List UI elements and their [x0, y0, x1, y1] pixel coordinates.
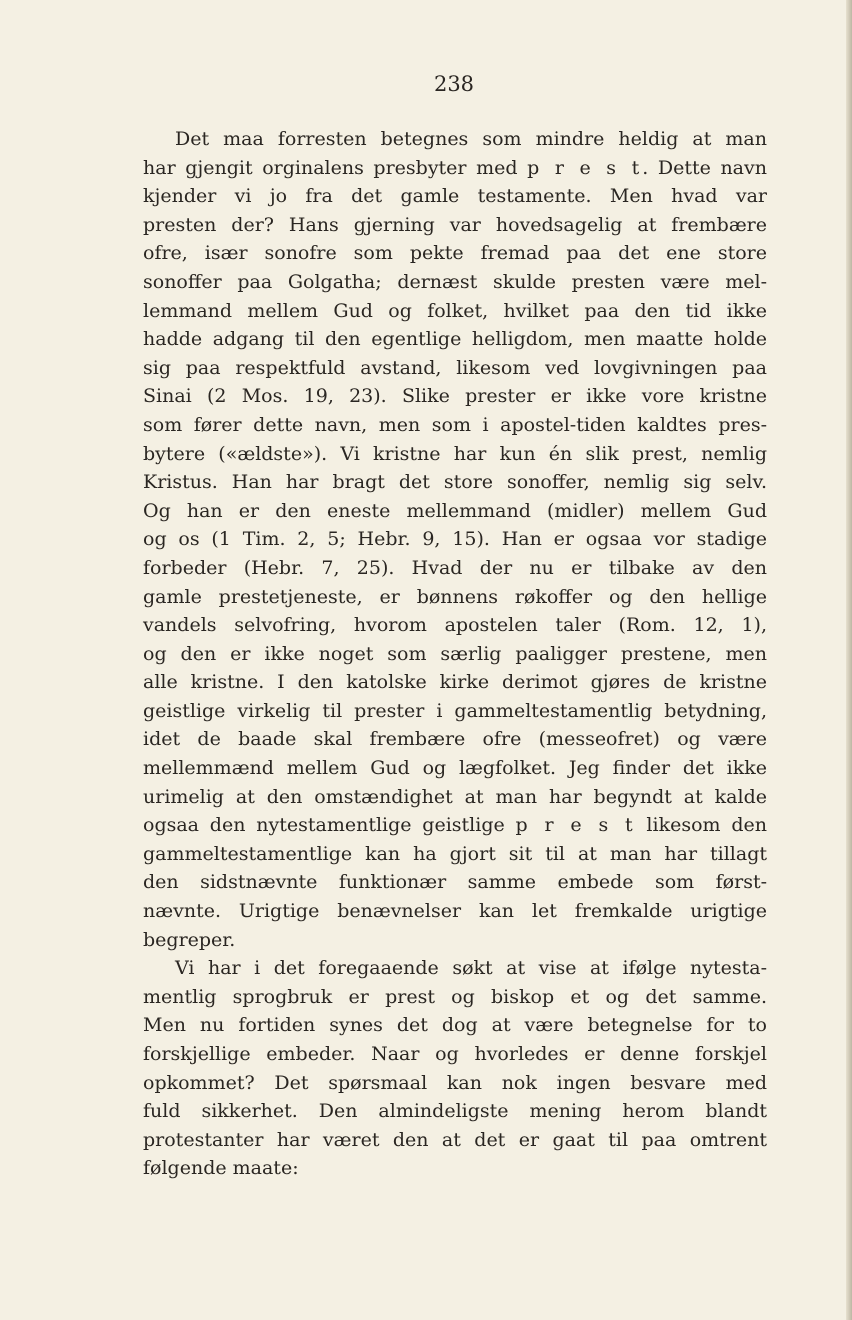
text-line: forbeder (Hebr. 7, 25). Hvad der nu er tilbake av den [143, 556, 767, 579]
text-line: og os (1 Tim. 2, 5; Hebr. 9, 15). Han er ogsaa vor stadige [143, 528, 767, 551]
body-text [143, 125, 767, 1183]
text-line: den sidstnævnte funktionær samme embede som først- [143, 871, 767, 894]
text-line: følgende maate: [143, 1157, 299, 1180]
text-segment: har gjengit orginalens presbyter med [143, 156, 528, 179]
spaced-word: p r e s t [527, 156, 643, 179]
text-line: fuld sikkerhet. Den almindeligste mening herom blandt [143, 1100, 767, 1123]
text-line: idet de baade skal frembære ofre (messeofret) og være [143, 728, 767, 751]
text-line: nævnte. Urigtige benævnelser kan let fremkalde urigtige [143, 900, 767, 923]
text-line: urimelig at den omstændighet at man har begyndt at kalde [143, 785, 767, 808]
text-line: og den er ikke noget som særlig paaligger prestene, men [143, 642, 767, 665]
text-line: sonoffer paa Golgatha; dernæst skulde presten være mel- [143, 270, 767, 293]
text-line: alle kristne. I den katolske kirke derimot gjøres de kristne [143, 671, 767, 694]
text-line: hadde adgang til den egentlige helligdom, men maatte holde [143, 328, 767, 351]
text-line: kjender vi jo fra det gamle testamente. Men hvad var [143, 185, 767, 208]
text-segment: . Dette navn [642, 156, 767, 179]
text-line: ofre, især sonofre som pekte fremad paa det ene store [143, 242, 767, 265]
text-line: protestanter har været den at det er gaat til paa omtrent [143, 1128, 767, 1151]
text-line: som fører dette navn, men som i apostel-tiden kaldtes pres- [143, 413, 767, 436]
text-line: Det maa forresten betegnes som mindre heldig at man [175, 128, 767, 150]
spaced-word: p r e s t [515, 814, 636, 837]
text-line: Vi har i det foregaaende søkt at vise at ifølge nytesta- [175, 957, 767, 980]
text-line: sig paa respektfuld avstand, likesom ved lovgivningen paa [143, 356, 767, 379]
text-segment: likesom den [635, 814, 767, 837]
text-line [143, 811, 767, 840]
page-number: 238 [433, 72, 475, 96]
text-line: Men nu fortiden synes det dog at være betegnelse for to [143, 1014, 767, 1037]
text-line: gammeltestamentlige kan ha gjort sit til at man har tillagt [143, 842, 767, 865]
text-line [143, 154, 767, 183]
text-line: begreper. [143, 928, 236, 951]
text-line: Sinai (2 Mos. 19, 23). Slike prester er ikke vore kristne [143, 385, 767, 408]
text-segment: ogsaa den nytestamentlige geistlige [143, 814, 516, 837]
text-line: mellemmænd mellem Gud og lægfolket. Jeg finder det ikke [143, 757, 767, 780]
text-line: Kristus. Han har bragt det store sonoffer, nemlig sig selv. [143, 471, 767, 494]
text-line: mentlig sprogbruk er prest og biskop et og det samme. [143, 985, 767, 1008]
text-line: forskjellige embeder. Naar og hvorledes er denne forskjel [143, 1043, 767, 1065]
page-edge [846, 0, 852, 1320]
text-line: presten der? Hans gjerning var hovedsagelig at frembære [143, 213, 767, 236]
text-line: lemmand mellem Gud og folket, hvilket paa den tid ikke [143, 299, 767, 322]
text-line: gamle prestetjeneste, er bønnens røkoffer og den hellige [143, 585, 767, 608]
text-line: bytere («ældste»). Vi kristne har kun én slik prest, nemlig [143, 442, 767, 465]
text-line: vandels selvofring, hvorom apostelen taler (Rom. 12, 1), [143, 614, 767, 637]
text-line: opkommet? Det spørsmaal kan nok ingen besvare med [143, 1071, 767, 1094]
text-line: Og han er den eneste mellemmand (midler) mellem Gud [143, 499, 767, 522]
text-line: geistlige virkelig til prester i gammeltestamentlig betydning, [143, 699, 767, 722]
